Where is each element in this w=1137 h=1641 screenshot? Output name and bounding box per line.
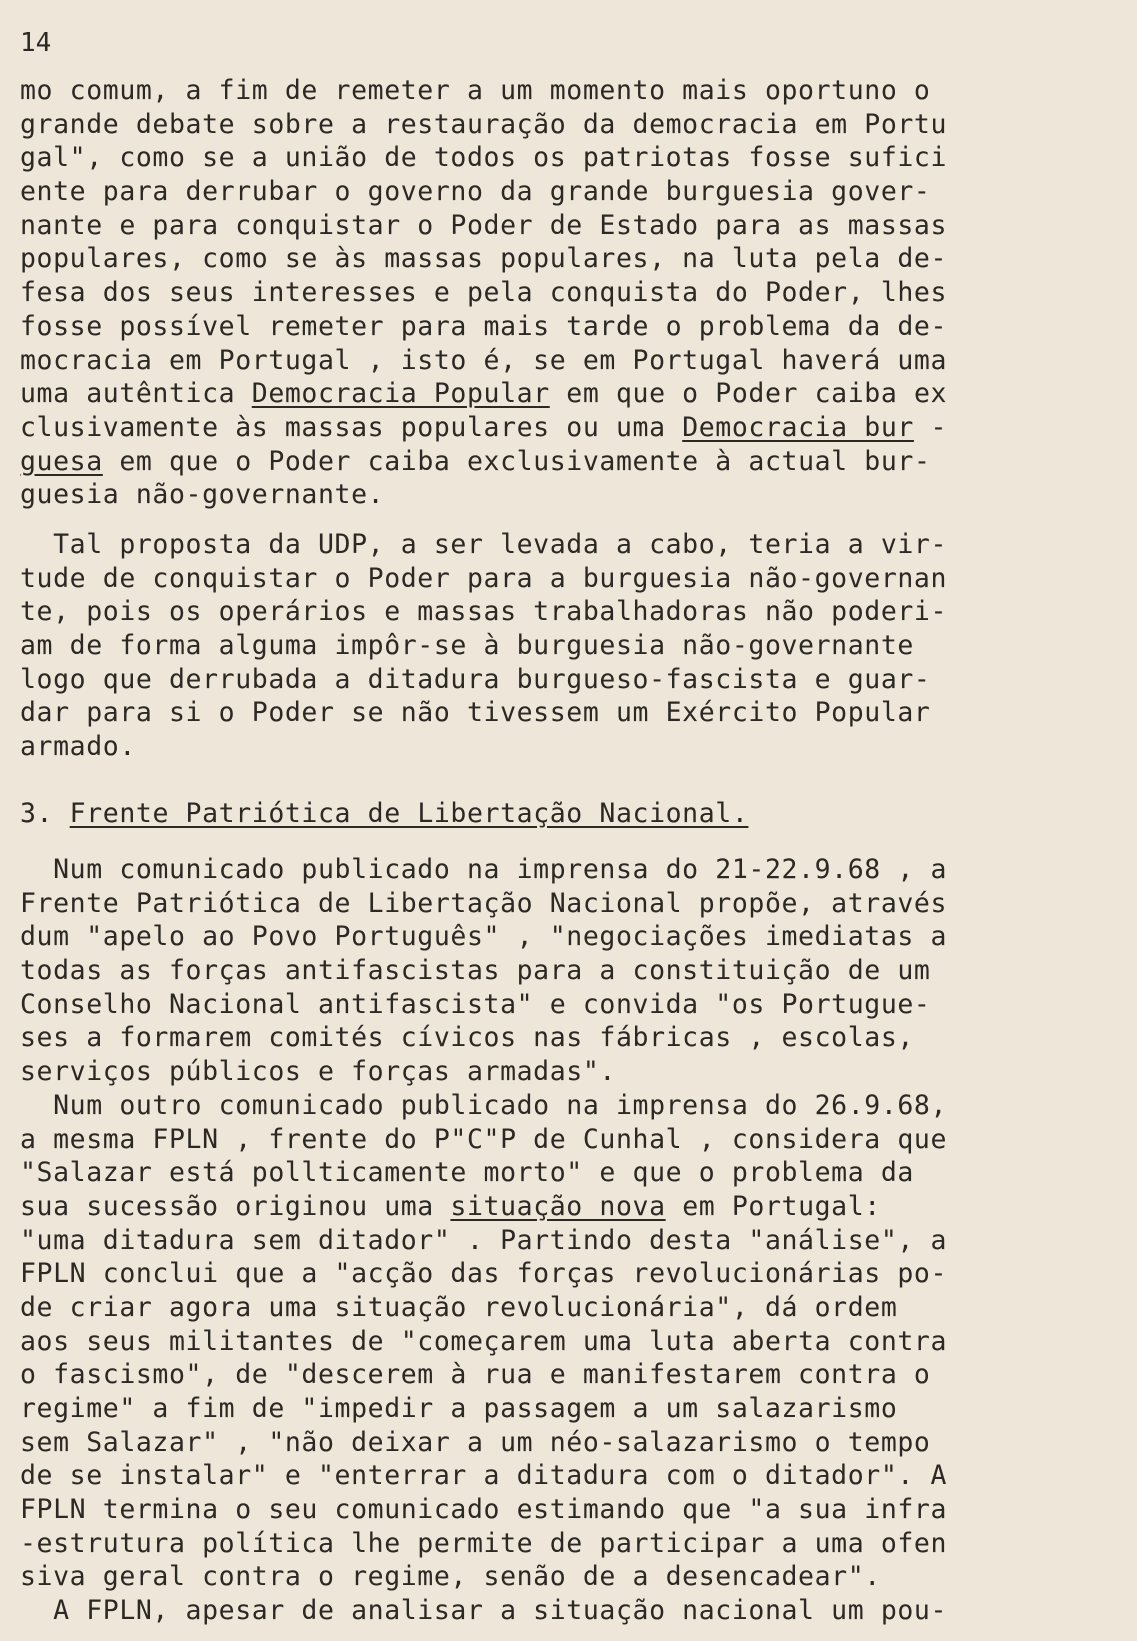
text-line: dar para si o Poder se não tivessem um Exército Popular bbox=[20, 697, 931, 729]
text-line: populares, como se às massas populares, na luta pela de- bbox=[20, 243, 948, 275]
text-line: aos seus militantes de "começarem uma luta aberta contra bbox=[20, 1325, 948, 1357]
text-line: "Salazar está pollticamente morto" e que o problema da bbox=[20, 1157, 914, 1189]
paragraph-1 bbox=[20, 74, 1000, 512]
text-segment: em que o Poder caiba exclusivamente à actual bur- bbox=[102, 445, 931, 477]
text-segment: uma autêntica bbox=[20, 378, 252, 410]
underlined-term: Democracia bur bbox=[682, 411, 914, 443]
text-line: a mesma FPLN , frente do P"C"P de Cunhal , considera que bbox=[20, 1123, 948, 1155]
text-segment: clusivamente às massas populares ou uma bbox=[20, 411, 683, 443]
text-line: FPLN termina o seu comunicado estimando que "a sua infra bbox=[20, 1494, 948, 1526]
text-line: nante e para conquistar o Poder de Estado para as massas bbox=[20, 209, 948, 241]
text-segment: em Portugal: bbox=[665, 1190, 881, 1222]
text-line bbox=[20, 445, 1000, 479]
text-line: dum "apelo ao Povo Português" , "negociações imediatas a bbox=[20, 921, 948, 953]
page-number: 14 bbox=[20, 28, 52, 58]
text-line: de se instalar" e "enterrar a ditadura com o ditador". A bbox=[20, 1460, 948, 1492]
paragraph-2 bbox=[20, 528, 1000, 764]
text-line: FPLN conclui que a "acção das forças revolucionárias po- bbox=[20, 1258, 948, 1290]
text-line: fesa dos seus interesses e pela conquista do Poder, lhes bbox=[20, 277, 948, 309]
section-heading bbox=[20, 797, 748, 831]
text-line: tude de conquistar o Poder para a burguesia não-governan bbox=[20, 562, 948, 594]
text-line bbox=[20, 1190, 1000, 1224]
text-line: siva geral contra o regime, senão de a desencadear". bbox=[20, 1561, 881, 1593]
text-line: ses a formarem comités cívicos nas fábricas , escolas, bbox=[20, 1022, 914, 1054]
text-line: sem Salazar" , "não deixar a um néo-salazarismo o tempo bbox=[20, 1426, 931, 1458]
text-line: logo que derrubada a ditadura burgueso-fascista e guar- bbox=[20, 663, 931, 695]
text-line: Num outro comunicado publicado na imprensa do 26.9.68, bbox=[20, 1089, 948, 1121]
text-line: Conselho Nacional antifascista" e convida "os Portugue- bbox=[20, 988, 931, 1020]
text-line bbox=[20, 377, 1000, 411]
text-segment: em que o Poder caiba ex bbox=[549, 378, 948, 410]
text-line: Tal proposta da UDP, a ser levada a cabo, teria a vir- bbox=[20, 529, 948, 560]
text-segment: - bbox=[913, 411, 948, 443]
underlined-term: Democracia Popular bbox=[251, 378, 550, 410]
paragraph-3 bbox=[20, 853, 1000, 1628]
text-line: regime" a fim de "impedir a passagem a um salazarismo bbox=[20, 1393, 898, 1424]
text-segment: sua sucessão originou uma bbox=[20, 1190, 451, 1222]
text-line: mo comum, a fim de remeter a um momento mais oportuno o bbox=[20, 75, 931, 106]
text-line: te, pois os operários e massas trabalhadoras não poderi- bbox=[20, 596, 948, 628]
text-line: guesia não-governante. bbox=[20, 479, 385, 511]
text-line: serviços públicos e forças armadas". bbox=[20, 1056, 616, 1088]
text-line: "uma ditadura sem ditador" . Partindo desta "análise", a bbox=[20, 1224, 948, 1256]
text-line: -estrutura política lhe permite de participar a uma ofen bbox=[20, 1527, 948, 1559]
text-line: Num comunicado publicado na imprensa do 21-22.9.68 , a bbox=[20, 854, 948, 885]
text-line: Frente Patriótica de Libertação Nacional propõe, através bbox=[20, 887, 948, 919]
text-line bbox=[20, 411, 1000, 445]
text-line: todas as forças antifascistas para a constituição de um bbox=[20, 955, 931, 987]
section-title: Frente Patriótica de Libertação Nacional. bbox=[69, 798, 749, 829]
text-line: armado. bbox=[20, 731, 136, 763]
text-line: fosse possível remeter para mais tarde o problema da de- bbox=[20, 310, 948, 342]
text-line: ente para derrubar o governo da grande burguesia gover- bbox=[20, 176, 931, 208]
text-line: A FPLN, apesar de analisar a situação nacional um pou- bbox=[20, 1595, 948, 1627]
text-line: o fascismo", de "descerem à rua e manifestarem contra o bbox=[20, 1359, 931, 1391]
text-line: de criar agora uma situação revolucionária", dá ordem bbox=[20, 1291, 898, 1323]
text-line: gal", como se a união de todos os patriotas fosse sufici bbox=[20, 142, 948, 174]
underlined-term: situação nova bbox=[450, 1190, 666, 1222]
text-line: mocracia em Portugal , isto é, se em Portugal haverá uma bbox=[20, 344, 948, 376]
underlined-term: guesa bbox=[20, 445, 103, 477]
text-line: grande debate sobre a restauração da democracia em Portu bbox=[20, 108, 948, 140]
section-number: 3. bbox=[20, 798, 54, 829]
text-line: am de forma alguma impôr-se à burguesia não-governante bbox=[20, 630, 914, 662]
